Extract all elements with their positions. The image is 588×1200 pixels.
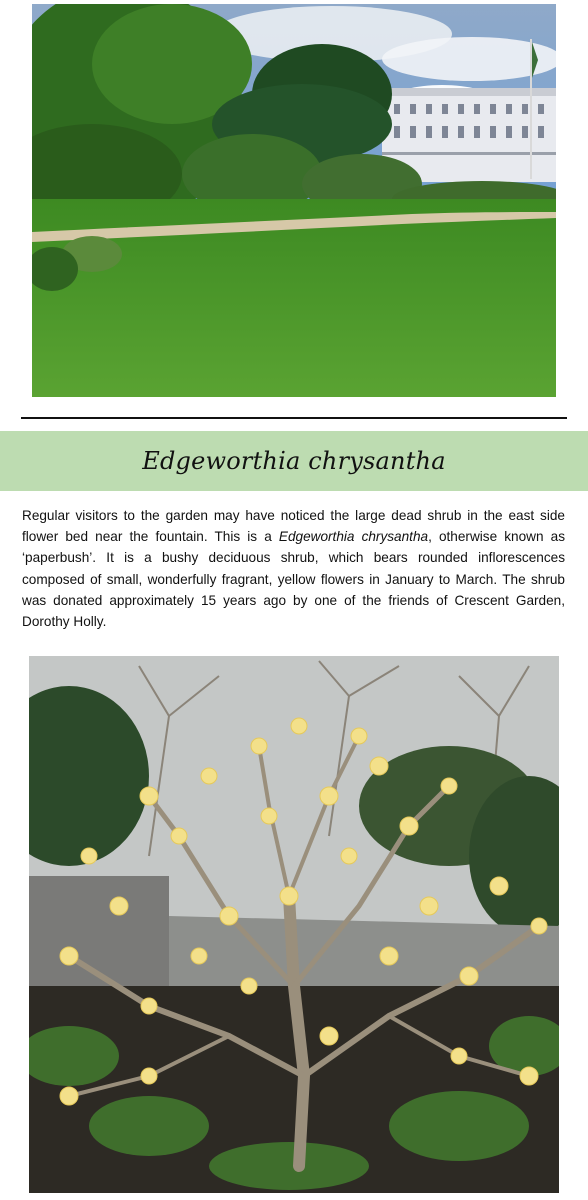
section-divider — [21, 417, 567, 419]
body-text-species: Edgeworthia chrysantha — [278, 529, 429, 545]
body-text-part-1: Regular visitors to the garden may have noticed the large dead shrub in the east side flower bed near the fountain. This is a — [22, 508, 565, 545]
garden-lawn-photo — [32, 4, 556, 397]
article-title: Edgeworthia chrysantha — [142, 447, 446, 475]
body-text-part-2: , otherwise known as ‘paperbush’. It is a bushy deciduous shrub, which bears rounded inflorescences composed of small, wonderfully fragrant, yellow flowers in January to March. The shrub was donated approximately 15 years ago by one of the friends of Crescent Garden, Dorothy Holly. — [22, 529, 566, 630]
article-body — [22, 505, 565, 632]
edgeworthia-shrub-photo — [29, 656, 559, 1193]
title-banner — [0, 431, 588, 491]
